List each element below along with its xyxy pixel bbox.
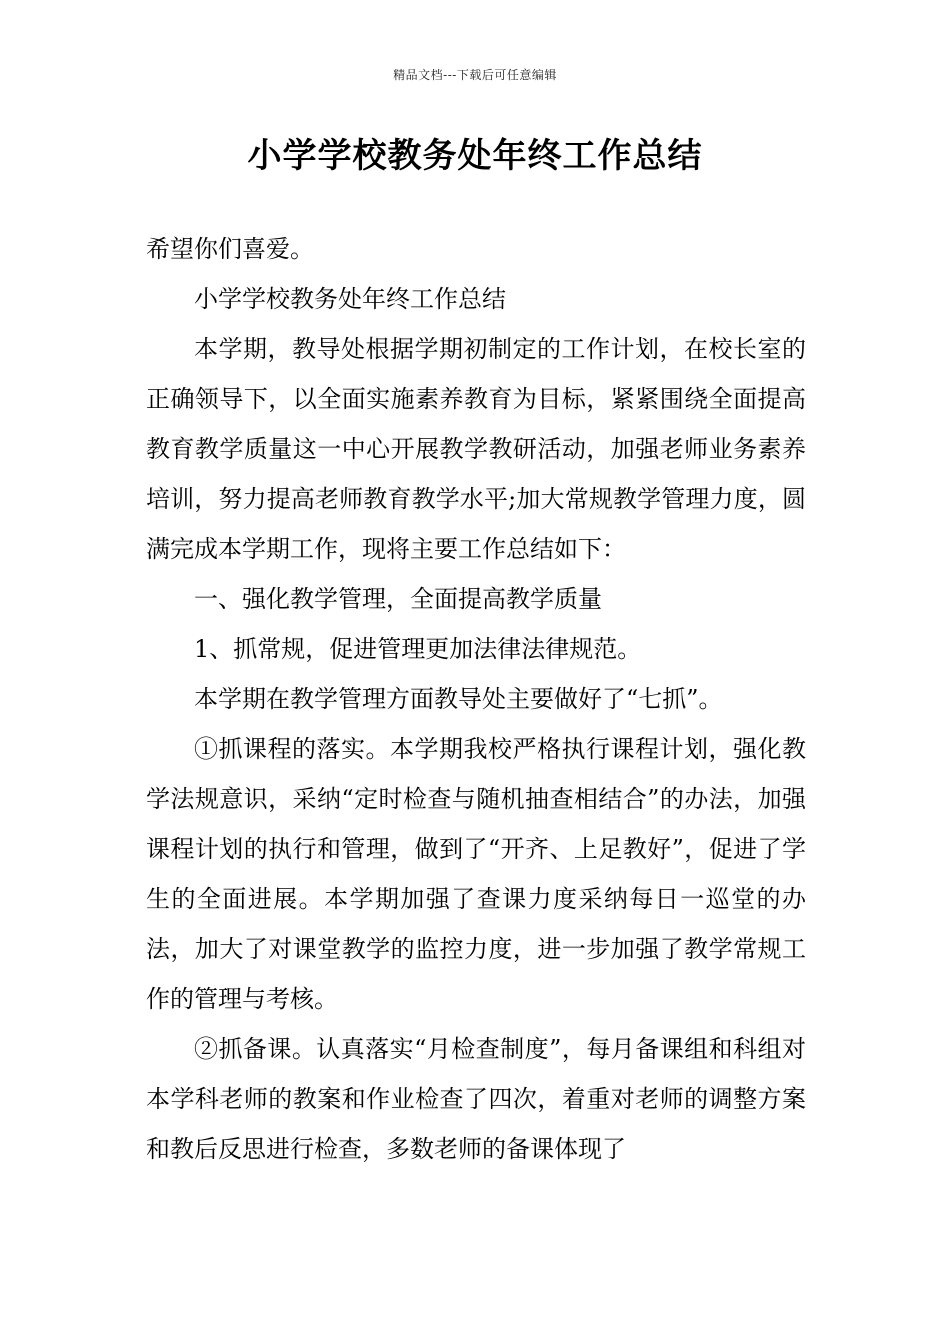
- paragraph-intro: 本学期，教导处根据学期初制定的工作计划，在校长室的正确领导下，以全面实施素养教育为目标，紧紧围绕全面提高教育教学质量这一中心开展教学教研活动，加强老师业务素养培训，努力提高老师教育教学水平;加大常规教学管理力度，圆满完成本学期工作，现将主要工作总结如下：: [146, 335, 806, 563]
- header-note: 精品文档---下载后可任意编辑: [393, 68, 557, 82]
- document-body: [146, 224, 806, 1174]
- subsection-heading-1: 1、抓常规，促进管理更加法律法律规范。: [194, 635, 642, 663]
- document-title: 小学学校教务处年终工作总结: [247, 136, 703, 176]
- section-heading-1: 一、强化教学管理，全面提高教学质量: [194, 585, 602, 613]
- paragraph-curriculum: ①抓课程的落实。本学期我校严格执行课程计划，强化教学法规意识，采纳“定时检查与随机抽查相结合”的办法，加强课程计划的执行和管理，做到了“开齐、上足教好”，促进了学生的全面进展。本学期加强了查课力度采纳每日一巡堂的办法，加大了对课堂教学的监控力度，进一步加强了教学常规工作的管理与考核。: [146, 735, 806, 1013]
- paragraph-greeting: 希望你们喜爱。: [146, 235, 314, 263]
- paragraph-subtitle: 小学学校教务处年终工作总结: [194, 285, 506, 313]
- paragraph-lesson-prep: ②抓备课。认真落实“月检查制度”，每月备课组和科组对本学科老师的教案和作业检查了四次，着重对老师的调整方案和教后反思进行检查，多数老师的备课体现了: [146, 1035, 806, 1163]
- paragraph-seven-points: 本学期在教学管理方面教导处主要做好了“七抓”。: [194, 685, 723, 713]
